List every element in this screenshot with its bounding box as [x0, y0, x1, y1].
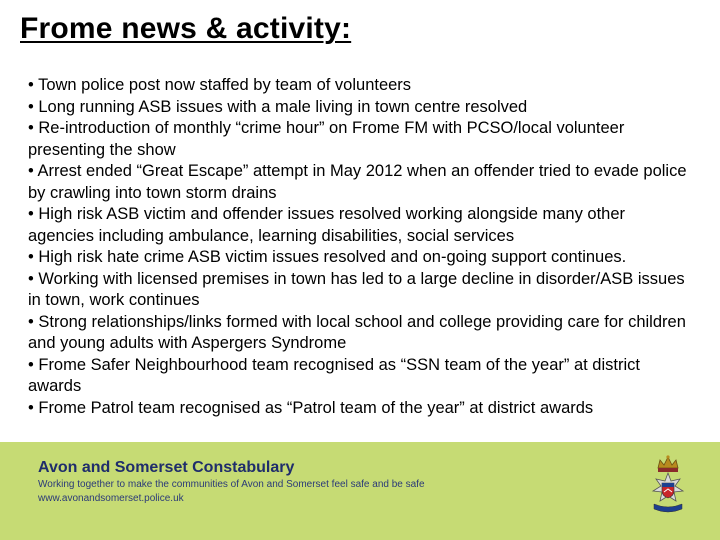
bullet-item: • High risk hate crime ASB victim issues resolved and on-going support continues. — [28, 248, 627, 266]
bullet-item: • Working with licensed premises in town has led to a large decline in disorder/ASB issues in town, work continues — [28, 269, 685, 309]
bullet-item: • Re-introduction of monthly “crime hour” on Frome FM with PCSO/local volunteer presenting the show — [28, 119, 625, 159]
bullet-item: • Town police post now staffed by team of volunteers — [28, 76, 412, 94]
bullet-item: • High risk ASB victim and offender issues resolved working alongside many other agencies including ambulance, learning disabilities, social services — [28, 205, 626, 245]
bullet-list — [28, 75, 693, 419]
bullet-item: • Strong relationships/links formed with local school and college providing care for children and young adults with Aspergers Syndrome — [28, 312, 686, 352]
bullet-item: • Long running ASB issues with a male living in town centre resolved — [28, 97, 528, 116]
org-name: Avon and Somerset Constabulary — [38, 459, 295, 476]
police-crest-icon — [646, 454, 690, 520]
bullet-item: • Frome Patrol team recognised as “Patrol team of the year” at district awards — [28, 398, 594, 417]
bullet-item: • Frome Safer Neighbourhood team recognised as “SSN team of the year” at district awards — [28, 355, 640, 395]
slide-title: Frome news & activity: — [20, 12, 352, 45]
org-tagline: Working together to make the communities of Avon and Somerset feel safe and be safe — [38, 479, 425, 490]
org-website: www.avonandsomerset.police.uk — [38, 493, 184, 504]
footer-band — [0, 442, 720, 540]
bullet-item: • Arrest ended “Great Escape” attempt in May 2012 when an offender tried to evade police by crawling into town storm drains — [28, 162, 687, 202]
